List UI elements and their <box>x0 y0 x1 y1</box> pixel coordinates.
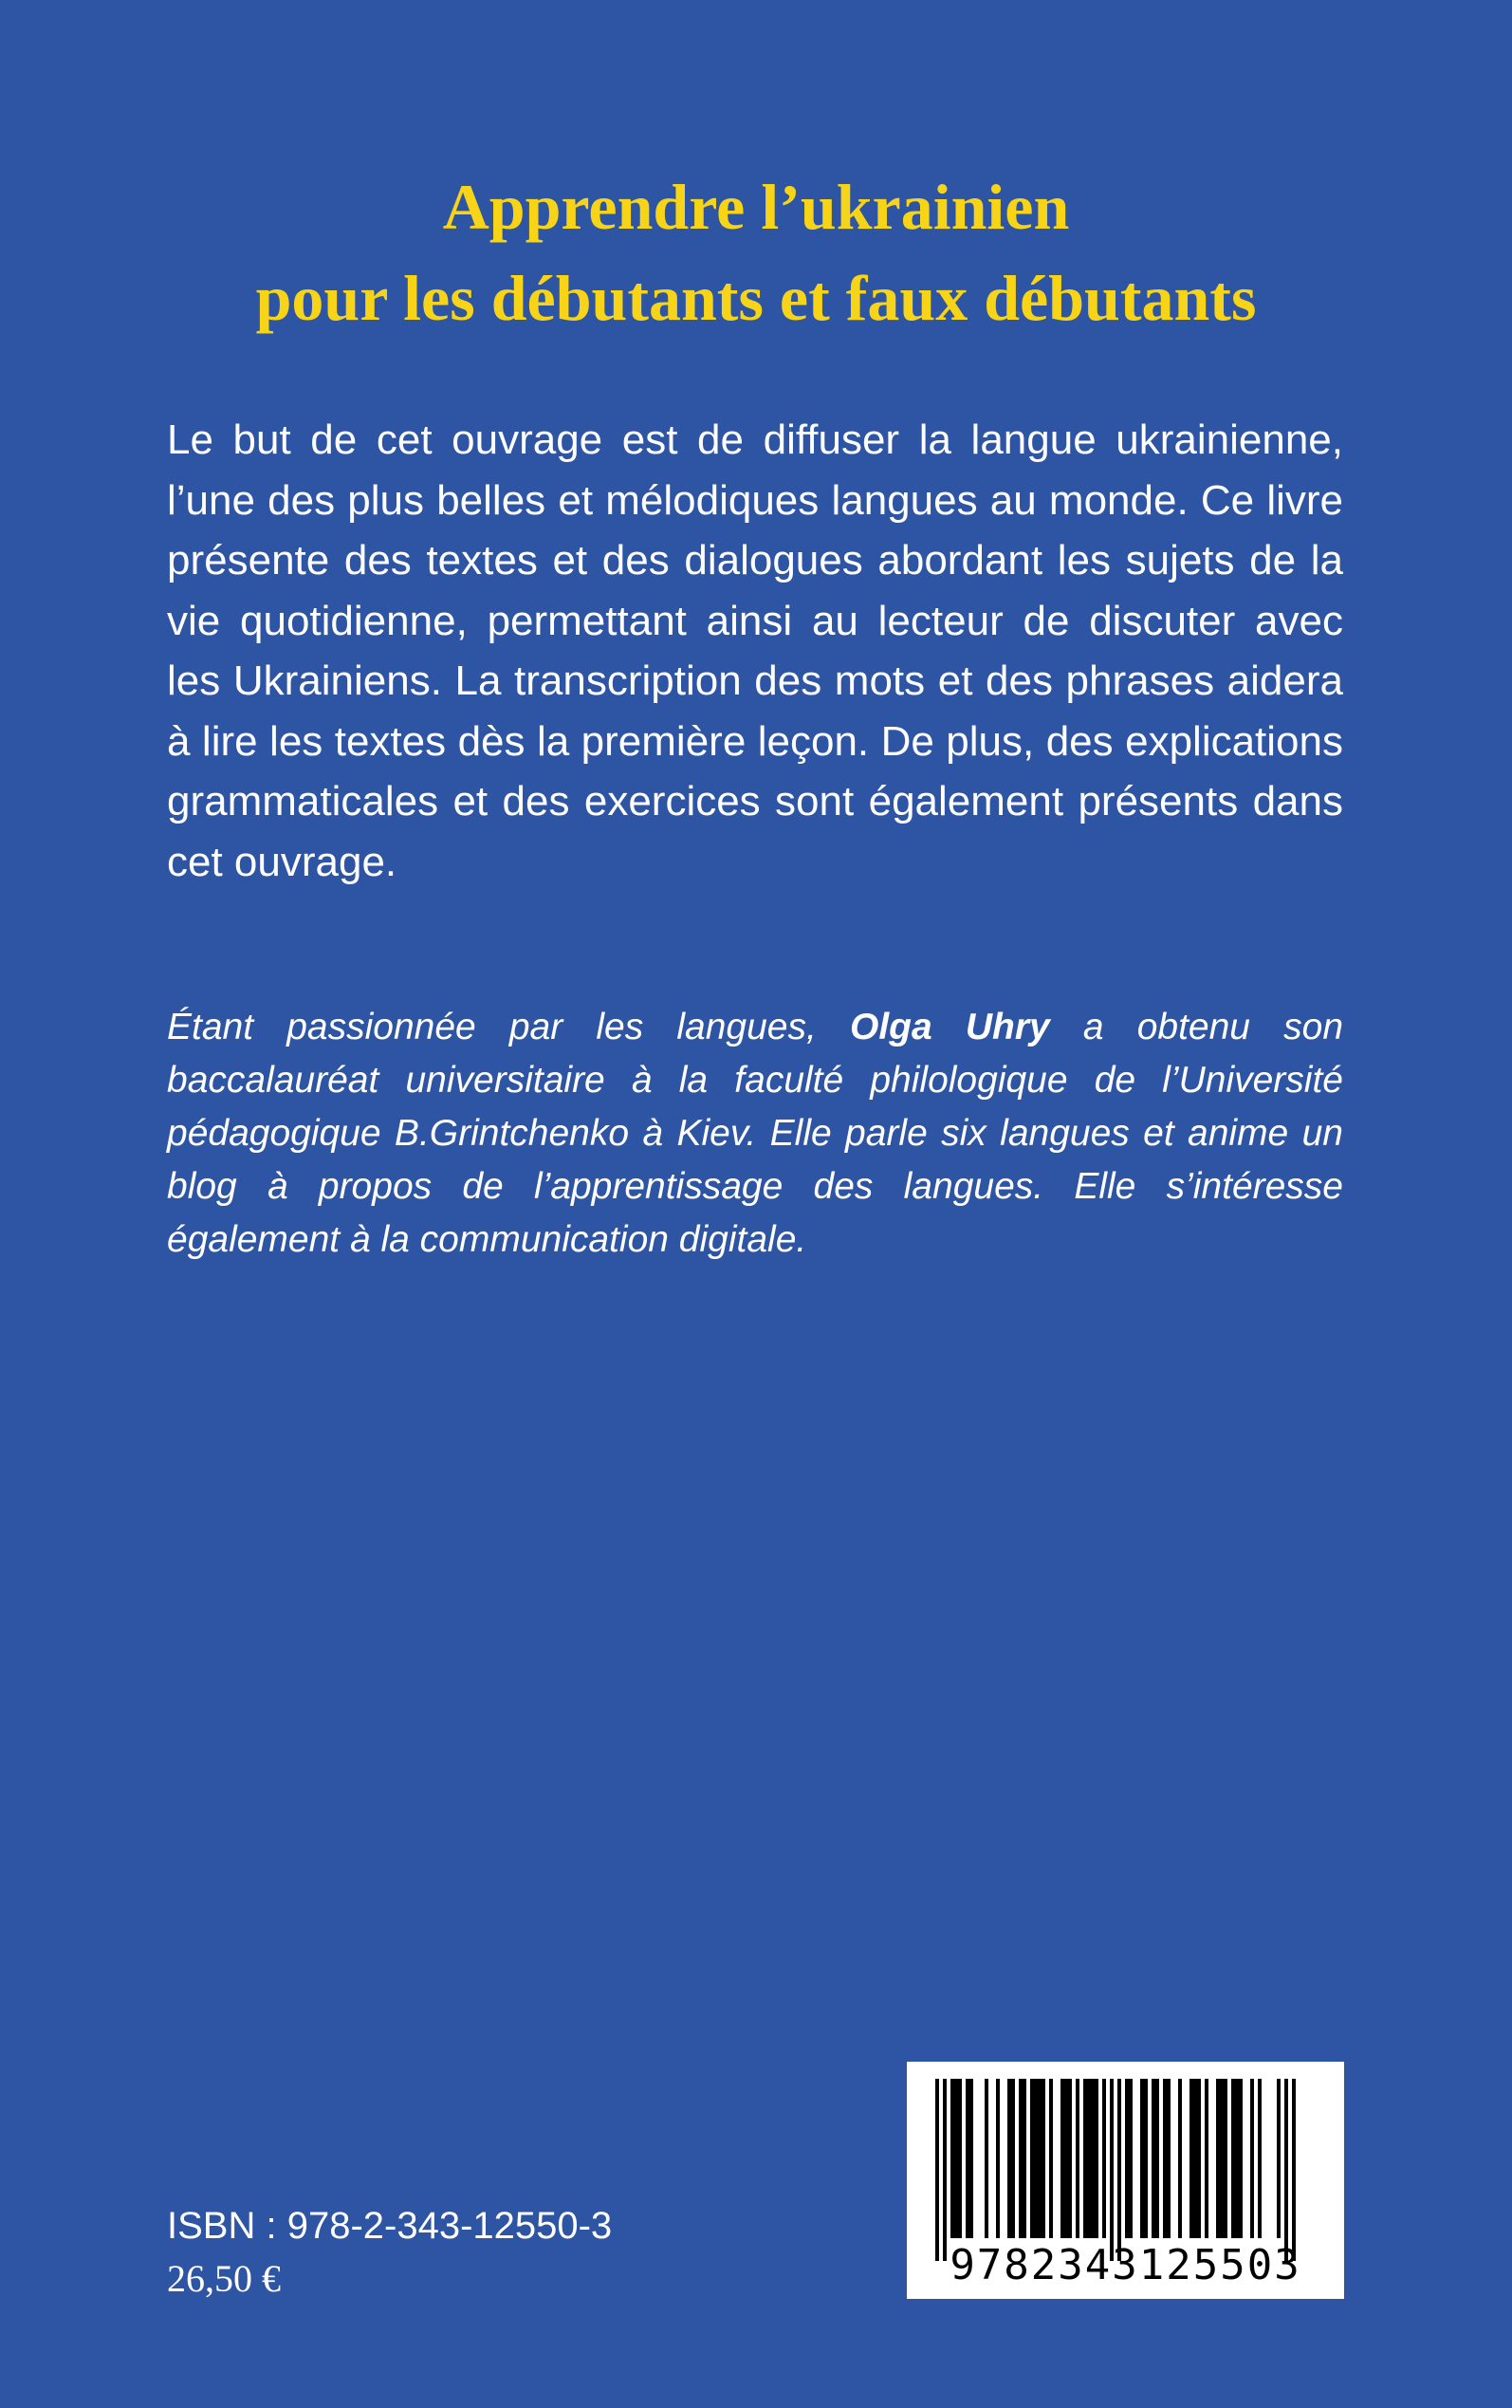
barcode-bar <box>1167 2079 1171 2238</box>
bio-intro: Étant passionnée par les langues, <box>167 1007 850 1047</box>
barcode-bar <box>1110 2079 1114 2261</box>
barcode-bar <box>966 2079 969 2238</box>
barcode-bar <box>1152 2079 1155 2238</box>
barcode-bar <box>1034 2079 1038 2238</box>
barcode-bar <box>1030 2079 1034 2238</box>
barcode-bar <box>1220 2079 1224 2238</box>
book-description: Le but de cet ouvrage est de diffuser la langue ukrainienne, l’une des plus belles et mélodiques langues au monde. Ce livre présente des textes et des dialogues abordant les sujets de la vie quotidienne, permettant ainsi au lecteur de discuter avec les Ukrainiens. La transcription des mots et des phrases aidera à lire les textes dès la première leçon. De plus, des explications grammaticales et des exercices sont également présents dans cet ouvrage. <box>167 417 1343 885</box>
barcode-bar <box>1102 2079 1106 2238</box>
barcode-bar <box>1007 2079 1011 2238</box>
bio-text: a obtenu son baccalauréat universitaire à la faculté philologique de l’Université pédagogique B.Grintchenko à Kiev. Elle parle six langues et anime un blog à propos de l’apprentissage des langues. Elle s’intéresse également à la communication digitale. <box>167 1007 1344 1260</box>
book-title <box>95 161 1417 343</box>
barcode-bar <box>1091 2079 1095 2238</box>
barcode-bar <box>1284 2079 1288 2261</box>
title-line-1: Apprendre l’ukrainien <box>442 171 1070 243</box>
barcode-bar <box>1023 2079 1026 2238</box>
barcode-bar <box>969 2079 973 2238</box>
barcode-bar <box>1125 2079 1129 2238</box>
barcode-bar <box>1155 2079 1159 2238</box>
barcode-bar <box>1189 2079 1193 2238</box>
barcode-bar <box>1193 2079 1197 2238</box>
barcode-bar <box>985 2079 988 2238</box>
barcode-bar <box>1019 2079 1023 2238</box>
barcode-bar <box>950 2079 954 2238</box>
barcode-bar <box>1076 2079 1079 2238</box>
price-label: 26,50 € <box>167 2257 281 2300</box>
barcode-bar <box>996 2079 1000 2238</box>
barcode-bar <box>1042 2079 1045 2238</box>
author-biography <box>167 1001 1343 1267</box>
barcode-bar <box>935 2079 939 2261</box>
barcode-bar <box>1011 2079 1015 2238</box>
barcode-bar <box>1129 2079 1133 2238</box>
isbn-label: ISBN : 978-2-343-12550-3 <box>167 2205 613 2247</box>
barcode-bar <box>1064 2079 1068 2238</box>
barcode-bar <box>1224 2079 1227 2238</box>
barcode-bar <box>1258 2079 1262 2238</box>
barcode-digits: 9782343125503 <box>950 2241 1301 2289</box>
title-line-2: pour les débutants et faux débutants <box>255 262 1257 334</box>
barcode-bar <box>1231 2079 1235 2238</box>
barcode-bar <box>1038 2079 1042 2238</box>
barcode-bar <box>1239 2079 1243 2238</box>
barcode-bar <box>1049 2079 1053 2238</box>
barcode-bar <box>1087 2079 1091 2238</box>
barcode-bar <box>1095 2079 1098 2238</box>
author-name: Olga Uhry <box>850 1007 1050 1047</box>
barcode-bar <box>1117 2079 1121 2261</box>
barcode-bar <box>1068 2079 1072 2238</box>
barcode-bar <box>954 2079 958 2238</box>
barcode-bar <box>958 2079 962 2238</box>
barcode-bar <box>1292 2079 1296 2261</box>
barcode-bar <box>1235 2079 1239 2238</box>
barcode-bar <box>1197 2079 1201 2238</box>
barcode-bar <box>1140 2079 1144 2238</box>
barcode-bar <box>1216 2079 1220 2238</box>
barcode <box>907 2062 1344 2299</box>
barcode-bar <box>943 2079 947 2261</box>
barcode-bar <box>1205 2079 1208 2238</box>
barcode-bar <box>1277 2079 1281 2238</box>
barcode-bar <box>1250 2079 1254 2238</box>
barcode-bar <box>1083 2079 1087 2238</box>
barcode-bar <box>1144 2079 1148 2238</box>
barcode-bar <box>1060 2079 1064 2238</box>
barcode-bar <box>1163 2079 1167 2238</box>
barcode-bar <box>1178 2079 1182 2238</box>
